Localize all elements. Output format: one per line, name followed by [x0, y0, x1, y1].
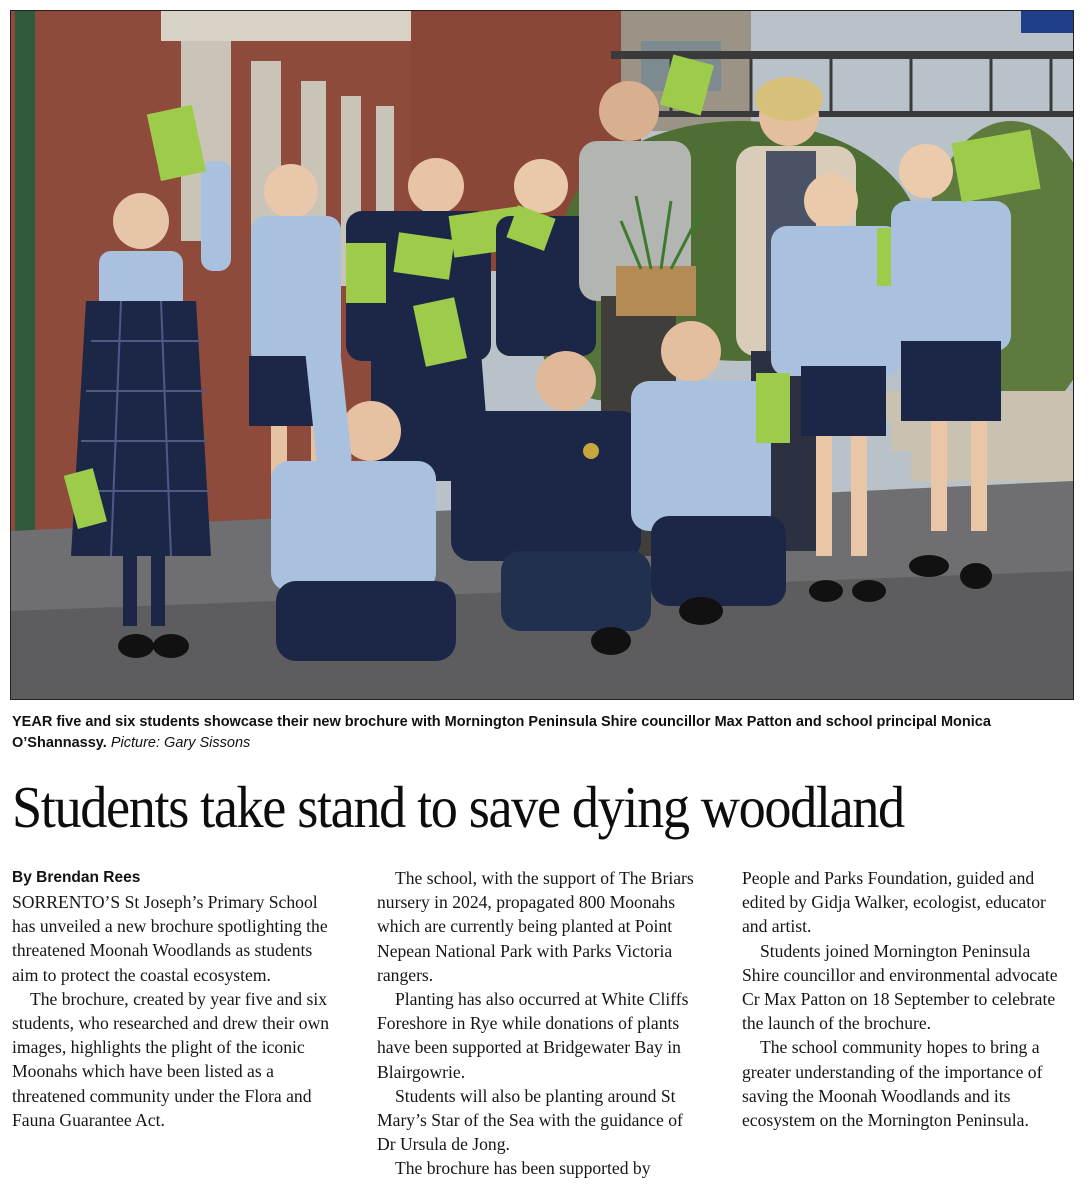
caption-text: YEAR five and six students showcase their new brochure with Mornington Peninsula Shire councillor Max Patton and school principal Monica O’Shannassy. [12, 714, 991, 751]
paragraph: The brochure has been supported by [395, 1158, 651, 1179]
photo-credit: Picture: Gary Sissons [110, 735, 251, 751]
photo-image [11, 11, 1073, 699]
group-photo [10, 10, 1074, 700]
photo-caption [12, 712, 1074, 754]
paragraph: Students will also be planting around St Mary’s Star of the Sea with the guidance of Dr Ursula de Jong. [377, 1085, 683, 1155]
paragraph: The school community hopes to bring a greater understanding of the importance of saving the Moonah Woodlands and its ecosystem on the Mornington Peninsula. [742, 1037, 1043, 1131]
article-column-3 [742, 866, 1062, 1132]
paragraph: Students joined Mornington Peninsula Shire councillor and environmental advocate Cr Max Patton on 18 September to celebrate the launch of the brochure. [742, 940, 1058, 1034]
article-column-1 [12, 866, 332, 1132]
paragraph: People and Parks Foundation, guided and edited by Gidja Walker, ecologist, educator and artist. [742, 868, 1046, 937]
paragraph: The school, with the support of The Briars nursery in 2024, propagated 800 Moonahs which are currently being planted at Point Nepean National Park with Parks Victoria rangers. [377, 868, 694, 985]
byline: By Brendan Rees [12, 869, 141, 886]
paragraph: The brochure, created by year five and six students, who researched and drew their own images, highlights the plight of the iconic Moonahs which have been listed as a threatened community under the Flora and Fauna Guarantee Act. [12, 988, 330, 1130]
headline: Students take stand to save dying woodland [12, 774, 904, 840]
paragraph: SORRENTO’S St Joseph’s Primary School has unveiled a new brochure spotlighting the threatened Moonah Woodlands as students aim to protect the coastal ecosystem. [12, 892, 328, 985]
paragraph: Planting has also occurred at White Cliffs Foreshore in Rye while donations of plants have been supported at Bridgewater Bay in Blairgowrie. [377, 989, 689, 1082]
article-column-2 [377, 866, 697, 1181]
